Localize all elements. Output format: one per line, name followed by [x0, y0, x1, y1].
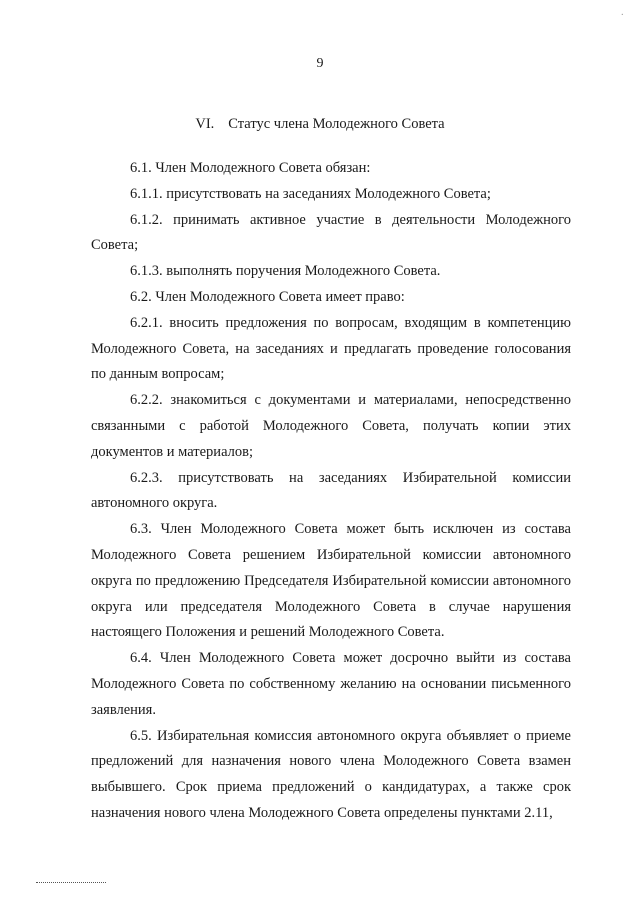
footer-divider [36, 882, 106, 883]
corner-mark: · [620, 10, 624, 21]
paragraph-6-2-3: 6.2.3. присутствовать на заседаниях Избирательной комиссии автономного округа. [91, 469, 571, 512]
paragraph-6-1: 6.1. Член Молодежного Совета обязан: [130, 160, 371, 176]
paragraph-6-2: 6.2. Член Молодежного Совета имеет право: [130, 288, 405, 305]
paragraph-6-2-2: 6.2.2. знакомиться с документами и материалами, непосредственно связанными с работой Молодежного Совета, получать копии этих документов и материалов; [91, 392, 571, 460]
section-heading [0, 116, 640, 133]
paragraph-6-2-1: 6.2.1. вносить предложения по вопросам, входящим в компетенцию Молодежного Совета, на заседаниях и предлагать проведение голосования по данным вопросам; [91, 314, 571, 383]
section-number: VI. [195, 116, 215, 132]
paragraph-6-4: 6.4. Член Молодежного Совета может досрочно выйти из состава Молодежного Совета по собственному желанию на основании письменного заявления. [91, 650, 571, 718]
page-number: 9 [316, 56, 324, 71]
paragraph-6-5: 6.5. Избирательная комиссия автономного округа объявляет о приеме предложений для назначения нового члена Молодежного Совета взамен выбывшего. Срок приема предложений о кандидатурах, а также срок назначения нового члена Молодежного Совета определены пунктами 2.11, [91, 727, 571, 821]
paragraph-6-1-1: 6.1.1. присутствовать на заседаниях Молодежного Совета; [130, 185, 491, 202]
section-title: Статус члена Молодежного Совета [228, 116, 445, 132]
paragraph-6-1-2: 6.1.2. принимать активное участие в деятельности Молодежного Совета; [91, 211, 571, 254]
document-body [91, 156, 571, 827]
paragraph-6-1-3: 6.1.3. выполнять поручения Молодежного Совета. [130, 263, 441, 280]
paragraph-6-3: 6.3. Член Молодежного Совета может быть исключен из состава Молодежного Совета решением Избирательной комиссии автономного округа по предложению Председателя Избирательной комиссии автономного округа или председателя Молодежного Совета в случае нарушения настоящего Положения и решений Молодежного Совета. [91, 521, 571, 641]
